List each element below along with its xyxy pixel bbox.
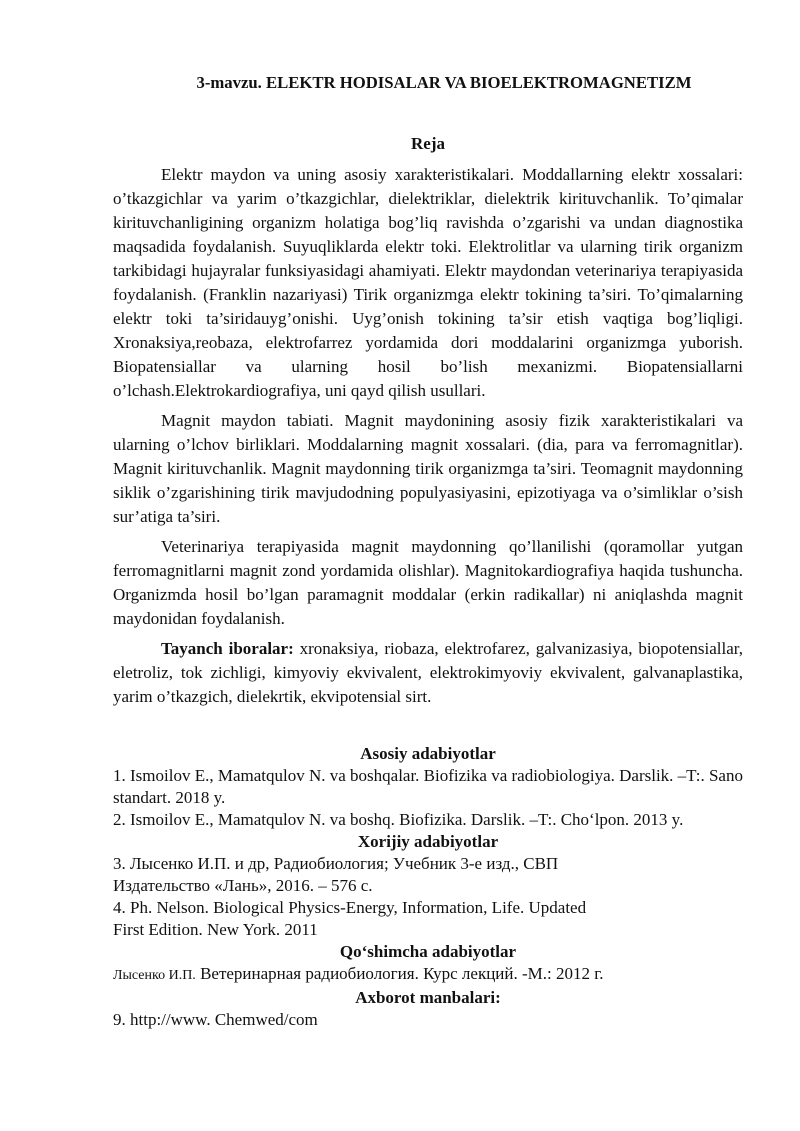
info-sources-heading: Axborot manbalari: bbox=[355, 988, 501, 1007]
reference-item: 3. Лысенко И.П. и др, Радиобиология; Учебник 3-е изд., СВП Издательство «Лань», 2016. – 576 с. bbox=[113, 854, 559, 895]
reference-link: 9. http://www. Chemwed/com bbox=[113, 1010, 318, 1029]
keywords-label: Tayanch iboralar: bbox=[161, 639, 294, 658]
document-title: 3-mavzu. ELEKTR HODISALAR VA BIOELEKTROMAGNETIZM bbox=[196, 73, 692, 92]
paragraph-electric-field: Elektr maydon va uning asosiy xarakteristikalari. Moddallarning elektr xossalari: o’tkazgichlar va yarim o’tkazgichlar, dielektriklar, dielektrik kirituvchanlik. To’qimalar kirituvchanligining organizm holatiga bog’liq ravishda o’zgarishi va undan diagnostika maqsadida foydalanish. Suyuqliklarda elektr toki. Elektrolitlar va ularning tirik organizm tarkibidagi hujayralar funksiyasidagi ahamiyati. Elektr maydondan veterinariya terapiyasida foydalanish. (Franklin nazariyasi) Tirik organizmga elektr tokining ta’siri. To’qimalarning elektr toki ta’siridauyg’onishi. Uyg’onish tokining ta’sir etish vaqtiga bog’liqligi. Xronaksiya,reobaza, elektrofarrez yordamida dori moddalarini organizmga yuborish. Biopatensiallar va ularning hosil bo’lish mexanizmi. Biopatensiallarni o’lchash.Elektrokardiografiya, uni qayd qilish usullari. bbox=[113, 165, 743, 400]
reference-item: Лысенко И.П. Ветеринарная радиобиология. Курс лекций. -М.: 2012 г. bbox=[113, 964, 604, 983]
additional-literature-heading: Qo‘shimcha adabiyotlar bbox=[339, 942, 517, 961]
plan-body bbox=[113, 163, 743, 715]
reference-item: 4. Ph. Nelson. Biological Physics-Energy, Information, Life. Updated First Edition. New York. 2011 bbox=[113, 898, 587, 939]
paragraph-magnetic-field: Magnit maydon tabiati. Magnit maydonining asosiy fizik xarakteristikalari va ularning o’lchov birliklari. Moddalarning magnit xossalari. (dia, para va ferromagnitlar). Magnit kirituvchanlik. Magnit maydonning tirik organizmga ta’siri. Teomagnit maydonning siklik o’zgarishining tirik mavjudodning populyasiyasini, epizotiyaga va o’simliklar o’sish sur’atiga ta’siri. bbox=[113, 411, 743, 526]
foreign-literature-heading: Xorijiy adabiyotlar bbox=[357, 832, 499, 851]
plan-heading: Reja bbox=[411, 134, 445, 153]
keywords-text: xronaksiya, riobaza, elektrofarez, galvanizasiya, biopotensiallar, eletroliz, tok zichligi, kimyoviy ekvivalent, elektrokimyoviy ekvivalent, galvanaplastika, yarim o’tkazgich, dielekrtik, ekvipotensial sirt. bbox=[113, 639, 743, 706]
main-literature-heading: Asosiy adabiyotlar bbox=[360, 744, 496, 763]
paragraph-veterinary-magnet: Veterinariya terapiyasida magnit maydonning qo’llanilishi (qoramollar yutgan ferromagnitlarni magnit zond yordamida olishlar). Magnitokardiografiya haqida tushuncha. Organizmda hosil bo’lgan paramagnit moddalar (erkin radikallar) ni aniqlashda magnit maydonidan foydalanish. bbox=[113, 537, 743, 628]
reference-item: 1. Ismoilov E., Mamatqulov N. va boshqalar. Biofizika va radiobiologiya. Darslik. –T:. Sano standart. 2018 y. bbox=[113, 766, 743, 807]
references-section bbox=[113, 743, 743, 1031]
keywords-paragraph bbox=[113, 637, 743, 709]
reference-item: 2. Ismoilov E., Mamatqulov N. va boshq. Biofizika. Darslik. –T:. Cho‘lpon. 2013 y. bbox=[113, 810, 684, 829]
